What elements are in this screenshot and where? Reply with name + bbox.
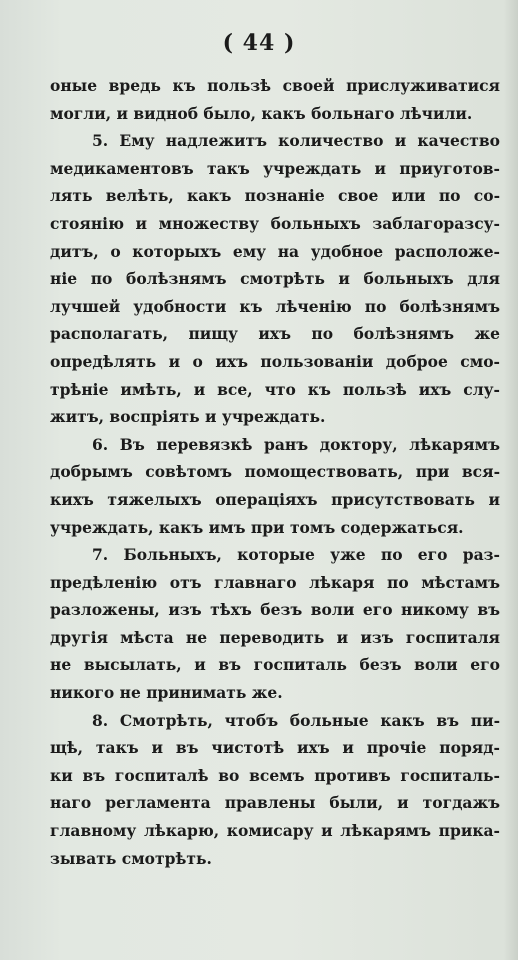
- text-line: опредѣлять и о ихъ пользованіи доброе смо-: [50, 351, 500, 371]
- text-line: лять велѣть, какъ познаніе свое или по со-: [50, 186, 500, 206]
- text-line: 5. Ему надлежитъ количество и качество: [92, 131, 500, 151]
- text-line: трѣніе имѣть, и все, что къ пользѣ ихъ слу-: [50, 379, 500, 399]
- text-line: располагать, пищу ихъ по болѣзнямъ же: [50, 324, 500, 344]
- text-line: житъ, воспріять и учреждать.: [50, 407, 326, 427]
- text-line: щѣ, такъ и въ чистотѣ ихъ и прочіе поряд-: [50, 738, 500, 758]
- text-line: лучшей удобности къ лѣченію по болѣзнямъ: [50, 296, 500, 316]
- text-line: главному лѣкарю, комисару и лѣкарямъ прика-: [50, 821, 500, 841]
- text-line: ки въ госпиталѣ во всемъ противъ госпиталь-: [50, 765, 500, 785]
- text-line: зывать смотрѣть.: [50, 848, 212, 868]
- text-line: добрымъ совѣтомъ помоществовать, при вся-: [50, 462, 500, 482]
- text-line: другія мѣста не переводить и изъ госпиталя: [50, 627, 500, 647]
- text-line: ніе по болѣзнямъ смотрѣть и больныхъ для: [50, 269, 500, 289]
- text-line: могли, и видноб было, какъ больнаго лѣчили.: [50, 103, 473, 123]
- text-line: предѣленію отъ главнаго лѣкаря по мѣстамъ: [50, 572, 500, 592]
- text-line: медикаментовъ такъ учреждать и приуготов-: [50, 158, 500, 178]
- text-line: не высылать, и въ госпиталь безъ воли его: [50, 655, 500, 675]
- text-line: 8. Смотрѣть, чтобъ больные какъ въ пи-: [92, 710, 500, 730]
- text-line: наго регламента правлены были, и тогдажъ: [50, 793, 500, 813]
- text-line: разложены, изъ тѣхъ безъ воли его никому въ: [50, 600, 500, 620]
- text-line: 7. Больныхъ, которые уже по его раз-: [92, 545, 500, 565]
- text-line: оные вредь къ пользѣ своей прислуживатися: [50, 76, 500, 95]
- body-text: [50, 72, 500, 872]
- page-number: ( 44 ): [222, 30, 296, 56]
- text-line: кихъ тяжелыхъ операціяхъ присутствовать и: [50, 489, 500, 509]
- text-line: учреждать, какъ имъ при томъ содержаться.: [50, 517, 464, 537]
- text-line: 6. Въ перевязкѣ ранъ доктору, лѣкарямъ: [92, 434, 500, 454]
- text-line: дитъ, о которыхъ ему на удобное расположе-: [50, 241, 500, 261]
- text-line: никого не принимать же.: [50, 683, 283, 703]
- text-line: стоянію и множеству больныхъ заблагоразсу-: [50, 213, 500, 233]
- page-edge-shadow: [504, 0, 518, 960]
